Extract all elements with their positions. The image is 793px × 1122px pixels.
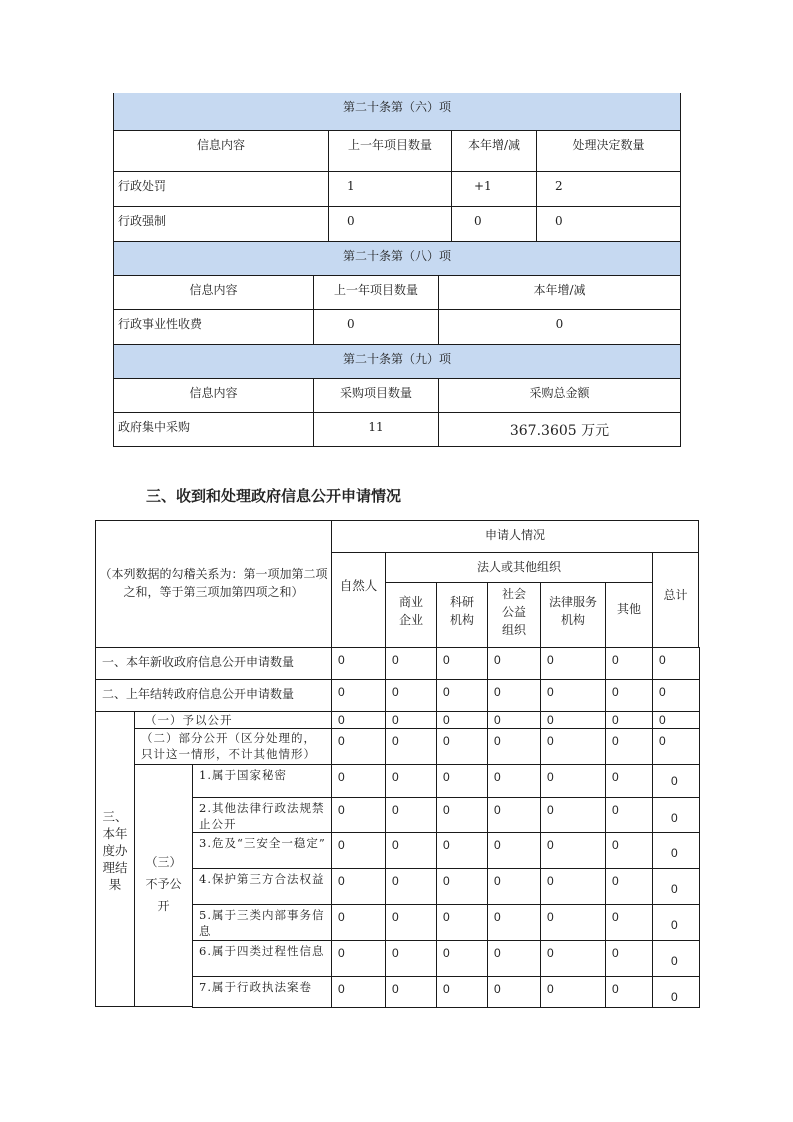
section-header-6: 第二十条第（六）项 xyxy=(113,93,681,131)
row-label-carryover: 二、上年结转政府信息公开申请数量 xyxy=(95,679,332,712)
cell-value: 0 xyxy=(331,976,386,1008)
cell-value: 0 xyxy=(605,976,653,1008)
cell-value: 0 xyxy=(331,728,386,765)
cell-value: 0 xyxy=(331,904,386,941)
cell-value: 0 xyxy=(385,647,437,680)
row-label-reason: 4.保护第三方合法权益 xyxy=(192,868,332,905)
row-label-reason: 5.属于三类内部事务信息 xyxy=(192,904,332,941)
cell-value: 0 xyxy=(385,832,437,869)
row-label: 行政事业性收费 xyxy=(113,309,314,345)
section-header-8: 第二十条第（八）项 xyxy=(113,241,681,276)
section-header-9: 第二十条第（九）项 xyxy=(113,344,681,379)
cell-value: 0 xyxy=(331,764,386,798)
cell-value: 0 xyxy=(385,797,437,833)
org-col-other: 其他 xyxy=(605,582,653,648)
cell-value: 0 xyxy=(436,647,488,680)
cell-value: 0 xyxy=(605,728,653,765)
col-header: 采购项目数量 xyxy=(313,378,439,413)
cell-value: +1 xyxy=(451,171,537,207)
cell-value: 0 xyxy=(605,868,653,905)
natural-person-header: 自然人 xyxy=(331,552,386,648)
col-header: 上一年项目数量 xyxy=(328,130,452,172)
row-label-partial: （二）部分公开（区分处理的，只计这一情形，不计其他情形） xyxy=(134,728,332,765)
cell-value: 0 xyxy=(605,679,653,712)
cell-value: 0 xyxy=(605,797,653,833)
col-header: 信息内容 xyxy=(113,275,314,310)
cell-value: 0 xyxy=(385,711,437,729)
cell-value: 0 xyxy=(540,764,606,798)
cell-value: 2 xyxy=(536,171,681,207)
cell-value: 0 xyxy=(313,309,439,345)
legal-org-header: 法人或其他组织 xyxy=(385,552,653,583)
col-header: 处理决定数量 xyxy=(536,130,681,172)
cell-value: 0 xyxy=(540,832,606,869)
row-label-new: 一、本年新收政府信息公开申请数量 xyxy=(95,647,332,680)
cell-value: 0 xyxy=(487,940,541,977)
cell-value: 0 xyxy=(540,711,606,729)
cell-value: 0 xyxy=(436,976,488,1008)
row-label-reason: 1.属于国家秘密 xyxy=(192,764,332,798)
total-header: 总计 xyxy=(652,552,699,648)
org-col-commercial: 商业企业 xyxy=(385,582,437,648)
cell-value: 0 xyxy=(438,309,681,345)
cell-value: 0 xyxy=(436,679,488,712)
cell-value: 0 xyxy=(385,728,437,765)
applicant-header: 申请人情况 xyxy=(331,520,699,553)
row-label-disclosed: （一）予以公开 xyxy=(134,711,332,729)
cell-value: 0 xyxy=(487,647,541,680)
cell-value: 0 xyxy=(385,679,437,712)
cell-value: 0 xyxy=(331,868,386,905)
cell-value: 0 xyxy=(385,940,437,977)
cell-value: 0 xyxy=(540,868,606,905)
cell-value: 0 xyxy=(436,940,488,977)
cell-value: 0 xyxy=(540,679,606,712)
total-value: 0 xyxy=(652,728,700,765)
cell-value: 0 xyxy=(487,764,541,798)
col-header: 采购总金额 xyxy=(438,378,681,413)
row-label-reason: 6.属于四类过程性信息 xyxy=(192,940,332,977)
cell-value: 0 xyxy=(436,904,488,941)
total-value: 0 xyxy=(652,904,700,941)
procurement-total: 367.3605 万元 xyxy=(438,412,681,447)
cell-value: 0 xyxy=(436,764,488,798)
cell-value: 0 xyxy=(451,206,537,242)
cell-value: 0 xyxy=(536,206,681,242)
section-heading: 三、收到和处理政府信息公开申请情况 xyxy=(146,487,402,505)
cell-value: 0 xyxy=(436,868,488,905)
cell-value: 0 xyxy=(385,868,437,905)
cell-value: 1 xyxy=(328,171,452,207)
total-value: 0 xyxy=(652,711,700,729)
total-value: 0 xyxy=(652,868,700,905)
cell-value: 0 xyxy=(331,647,386,680)
row-label: 行政强制 xyxy=(113,206,329,242)
cell-value: 0 xyxy=(331,832,386,869)
cell-value: 0 xyxy=(331,679,386,712)
cell-value: 0 xyxy=(487,679,541,712)
cell-value: 0 xyxy=(331,940,386,977)
cell-value: 0 xyxy=(385,904,437,941)
total-value: 0 xyxy=(652,797,700,833)
cell-value: 0 xyxy=(605,904,653,941)
note-cell: （本列数据的勾稽关系为：第一项加第二项之和，等于第三项加第四项之和） xyxy=(95,520,332,648)
cell-value: 0 xyxy=(605,832,653,869)
cell-value: 0 xyxy=(487,832,541,869)
row-label-reason: 3.危及“三安全一稳定” xyxy=(192,832,332,869)
cell-value: 0 xyxy=(436,797,488,833)
total-value: 0 xyxy=(652,976,700,1008)
row-group-not-disclosed: （三）不予公开 xyxy=(134,764,193,1007)
cell-value: 0 xyxy=(331,711,386,729)
cell-value: 0 xyxy=(385,764,437,798)
row-label: 政府集中采购 xyxy=(113,412,314,447)
cell-value: 0 xyxy=(540,647,606,680)
total-value: 0 xyxy=(652,832,700,869)
cell-value: 0 xyxy=(487,976,541,1008)
cell-value: 0 xyxy=(328,206,452,242)
row-label-reason: 2.其他法律行政法规禁止公开 xyxy=(192,797,332,833)
col-header: 上一年项目数量 xyxy=(313,275,439,310)
total-value: 0 xyxy=(652,764,700,798)
cell-value: 0 xyxy=(487,797,541,833)
total-value: 0 xyxy=(652,679,700,712)
cell-value: 0 xyxy=(540,728,606,765)
cell-value: 0 xyxy=(540,976,606,1008)
col-header: 信息内容 xyxy=(113,130,329,172)
cell-value: 0 xyxy=(331,797,386,833)
cell-value: 0 xyxy=(605,647,653,680)
cell-value: 0 xyxy=(540,940,606,977)
row-group-results: 三、本年度办理结果 xyxy=(95,711,135,1007)
cell-value: 0 xyxy=(436,711,488,729)
row-label: 行政处罚 xyxy=(113,171,329,207)
cell-value: 0 xyxy=(605,940,653,977)
cell-value: 11 xyxy=(313,412,439,447)
cell-value: 0 xyxy=(605,764,653,798)
cell-value: 0 xyxy=(436,728,488,765)
cell-value: 0 xyxy=(487,904,541,941)
col-header: 本年增/减 xyxy=(451,130,537,172)
cell-value: 0 xyxy=(487,868,541,905)
cell-value: 0 xyxy=(540,904,606,941)
cell-value: 0 xyxy=(487,711,541,729)
total-value: 0 xyxy=(652,940,700,977)
col-header: 本年增/减 xyxy=(438,275,681,310)
total-value: 0 xyxy=(652,647,700,680)
cell-value: 0 xyxy=(436,832,488,869)
cell-value: 0 xyxy=(540,797,606,833)
cell-value: 0 xyxy=(487,728,541,765)
cell-value: 0 xyxy=(605,711,653,729)
org-col-research: 科研机构 xyxy=(436,582,488,648)
org-col-public-welfare: 社会公益组织 xyxy=(487,582,541,648)
cell-value: 0 xyxy=(385,976,437,1008)
col-header: 信息内容 xyxy=(113,378,314,413)
org-col-legal-service: 法律服务机构 xyxy=(540,582,606,648)
row-label-reason: 7.属于行政执法案卷 xyxy=(192,976,332,1008)
